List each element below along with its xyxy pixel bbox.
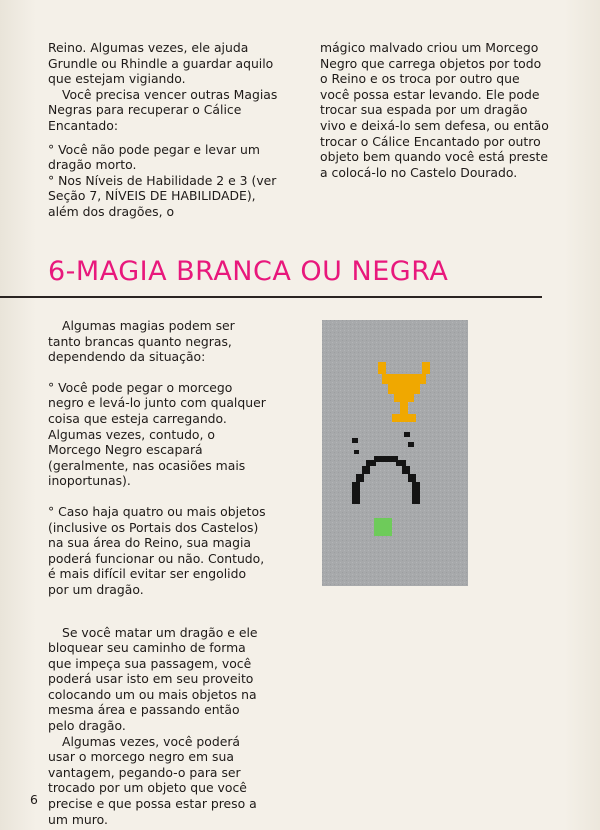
bullet-item: ° Nos Níveis de Habilidade 2 e 3 (ver Seção 7, NÍVEIS DE HABILIDADE), além dos dragões, o [48, 172, 277, 219]
lower-left-column [48, 318, 268, 827]
paragraph: Se você matar um dragão e ele bloquear seu caminho de forma que impeça sua passagem, você poderá usar isto em seu proveito colocando um ou mais objetos na mesma área e passando então pelo dragão. [48, 624, 258, 734]
screen-background [322, 320, 468, 586]
paragraph: Algumas vezes, você poderá usar o morcego negro em sua vantagem, pegando-o para ser trocado por um objeto que você precise e que possa estar preso a um muro. [48, 733, 257, 827]
top-left-column [48, 40, 280, 220]
page-number: 6 [30, 792, 38, 807]
paragraph: Você precisa vencer outras Magias Negras para recuperar o Cálice Encantado: [48, 86, 278, 133]
bullet-item: ° Caso haja quatro ou mais objetos (inclusive os Portais dos Castelos) na sua área do Reino, sua magia poderá funcionar ou não. Contudo, é mais difícil evitar ser engolido por um dragão. [48, 503, 266, 597]
game-scene [322, 320, 468, 586]
top-right-column [320, 40, 552, 180]
paragraph: Algumas magias podem ser tanto brancas quanto negras, dependendo da situação: [48, 318, 235, 365]
paragraph: Reino. Algumas vezes, ele ajuda Grundle ou Rhindle a guardar aquilo que estejam vigiando. [48, 40, 274, 87]
square-object-icon [374, 518, 392, 536]
section-title: 6-MAGIA BRANCA OU NEGRA [48, 256, 449, 287]
section-divider [0, 296, 542, 298]
bullet-item: ° Você não pode pegar e levar um dragão morto. [48, 141, 260, 173]
paragraph: mágico malvado criou um Morcego Negro que carrega objetos por todo o Reino e os troca por outro que você possa estar levando. Ele pode trocar sua espada por um dragão vivo e deixá-lo sem defesa, ou então trocar o Cálice Encantado por outro objeto bem quando você está preste a colocá-lo no Castelo Dourado. [320, 40, 549, 180]
bullet-item: ° Você pode pegar o morcego negro e levá-lo junto com qualquer coisa que esteja carregando. Algumas vezes, contudo, o Morcego Negro escapará (geralmente, nas ocasiões mais inoportunas). [48, 379, 266, 489]
game-screenshot [322, 320, 468, 586]
